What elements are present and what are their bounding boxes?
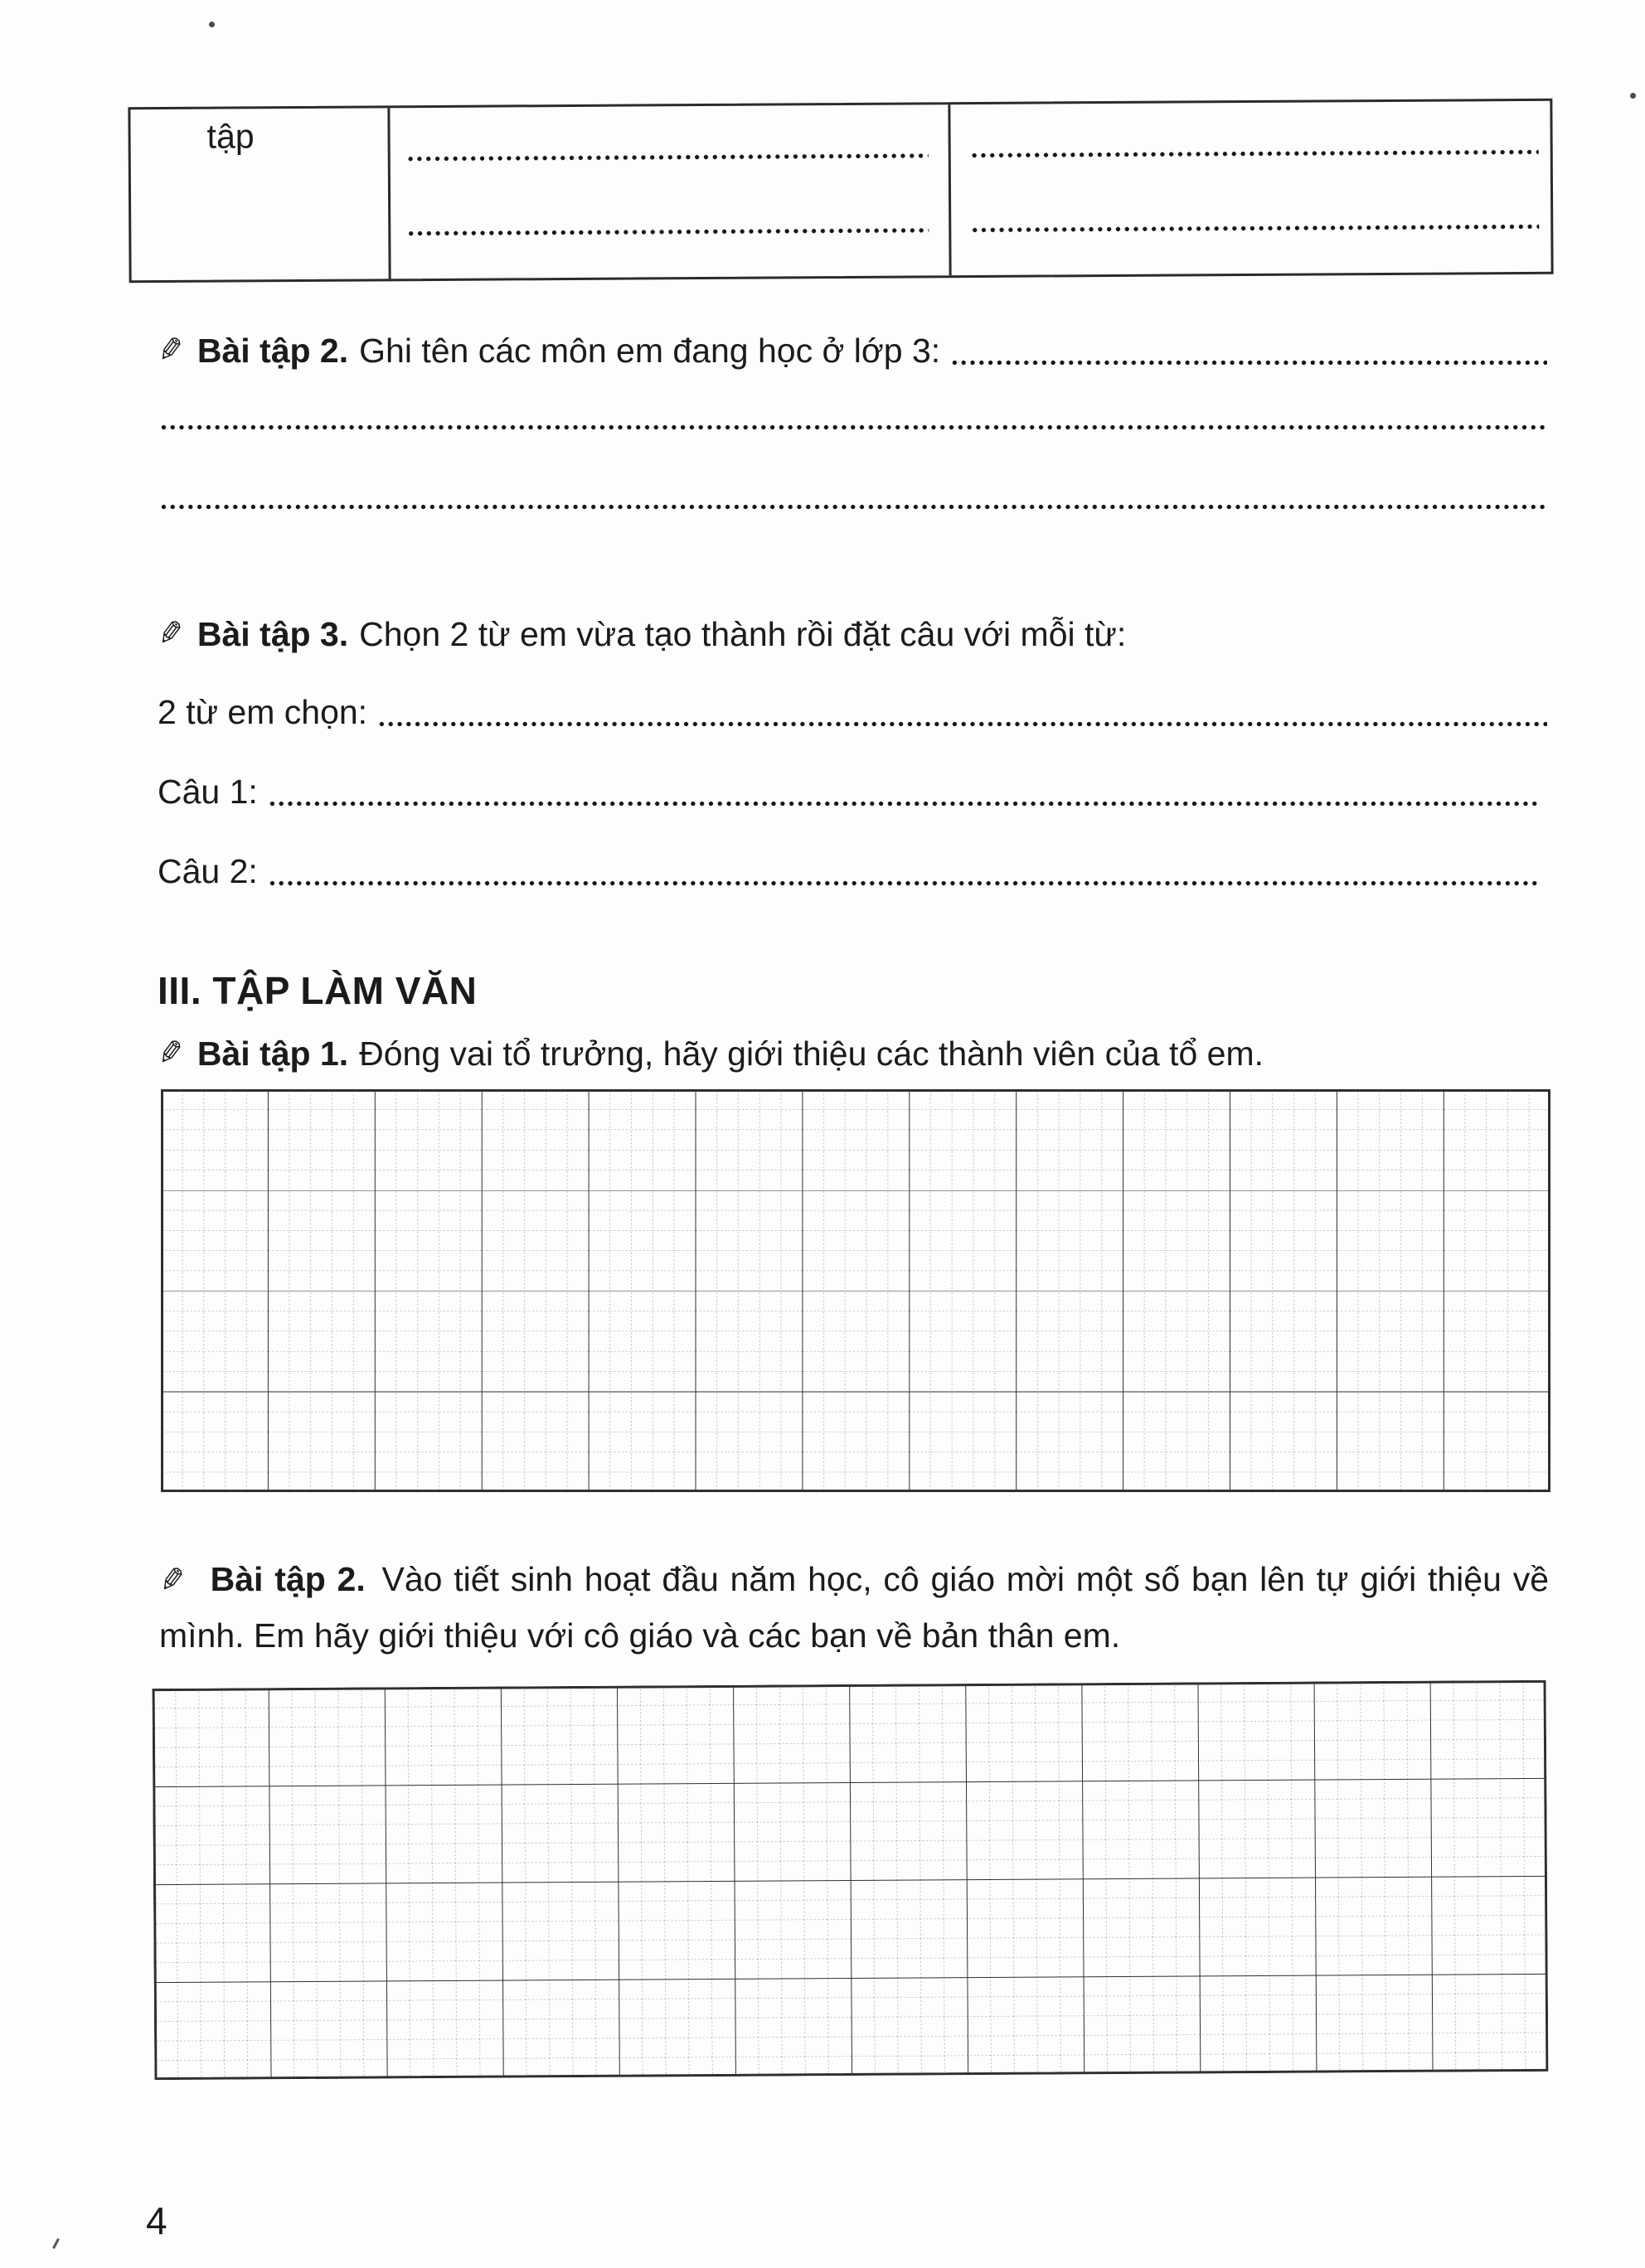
- sentence2-label: Câu 2:: [158, 852, 258, 890]
- exercise-3-sentence1-line: [158, 769, 1541, 814]
- exercise-3-choice-line: [158, 690, 1547, 734]
- table-row-label: tập: [206, 117, 255, 156]
- pencil-icon: ✎: [155, 1034, 187, 1073]
- writing-grid-1: [161, 1089, 1550, 1492]
- pencil-icon: ✎: [155, 614, 187, 654]
- dotted-answer-line: [949, 328, 1547, 373]
- pencil-icon: ✎: [155, 331, 187, 371]
- tlv-exercise-2-heading: [159, 1552, 1549, 1663]
- dotted-answer-line: [968, 133, 1539, 166]
- page-number: 4: [146, 2199, 167, 2242]
- dotted-answer-line: [405, 211, 929, 244]
- tlv-exercise-2-text: Vào tiết sinh hoạt đầu năm học, cô giáo mời một số bạn lên tự giới thiệu về mình. Em hãy giới thiệu với cô giáo và các bạn về bản thân em.: [159, 1560, 1549, 1655]
- dotted-answer-line: [376, 690, 1547, 734]
- writing-grid-2: [153, 1680, 1549, 2080]
- exercise-2-label: Bài tập 2.: [197, 332, 349, 370]
- table-column-divider: [387, 108, 391, 279]
- scan-artifact-dot: [209, 22, 215, 27]
- dotted-answer-line: [266, 849, 1541, 894]
- pencil-icon: ✎: [157, 1561, 188, 1601]
- writing-grid-svg: [161, 1089, 1550, 1492]
- writing-grid-svg: [153, 1680, 1549, 2080]
- dotted-answer-line: [266, 769, 1541, 814]
- exercise-2-text: Ghi tên các môn em đang học ở lớp 3:: [359, 332, 941, 370]
- tlv-exercise-2-label: Bài tập 2.: [210, 1560, 366, 1598]
- exercise-2-heading: [155, 328, 1547, 373]
- dotted-answer-line: [968, 207, 1539, 240]
- exercise-3-heading: [155, 612, 1547, 657]
- tlv-exercise-1-heading: [155, 1031, 1550, 1076]
- exercise-3-text: Chọn 2 từ em vừa tạo thành rồi đặt câu với mỗi từ:: [359, 615, 1127, 653]
- section-3-title: III. TẬP LÀM VĂN: [158, 969, 478, 1012]
- dotted-answer-line: [158, 487, 1547, 517]
- table-fragment: [128, 99, 1553, 283]
- exercise-3-sentence2-line: [158, 849, 1541, 894]
- sentence1-label: Câu 1:: [158, 773, 258, 811]
- table-column-divider: [948, 104, 951, 275]
- tlv-exercise-1-label: Bài tập 1.: [197, 1035, 349, 1073]
- choice-label: 2 từ em chọn:: [158, 693, 368, 731]
- dotted-answer-line: [158, 408, 1547, 438]
- tlv-exercise-1-text: Đóng vai tổ trưởng, hãy giới thiệu các thành viên của tổ em.: [359, 1035, 1264, 1073]
- dotted-answer-line: [405, 136, 929, 169]
- exercise-3-label: Bài tập 3.: [197, 615, 349, 653]
- scan-artifact-tick: [52, 2238, 60, 2249]
- scan-artifact-dot: [1630, 93, 1636, 99]
